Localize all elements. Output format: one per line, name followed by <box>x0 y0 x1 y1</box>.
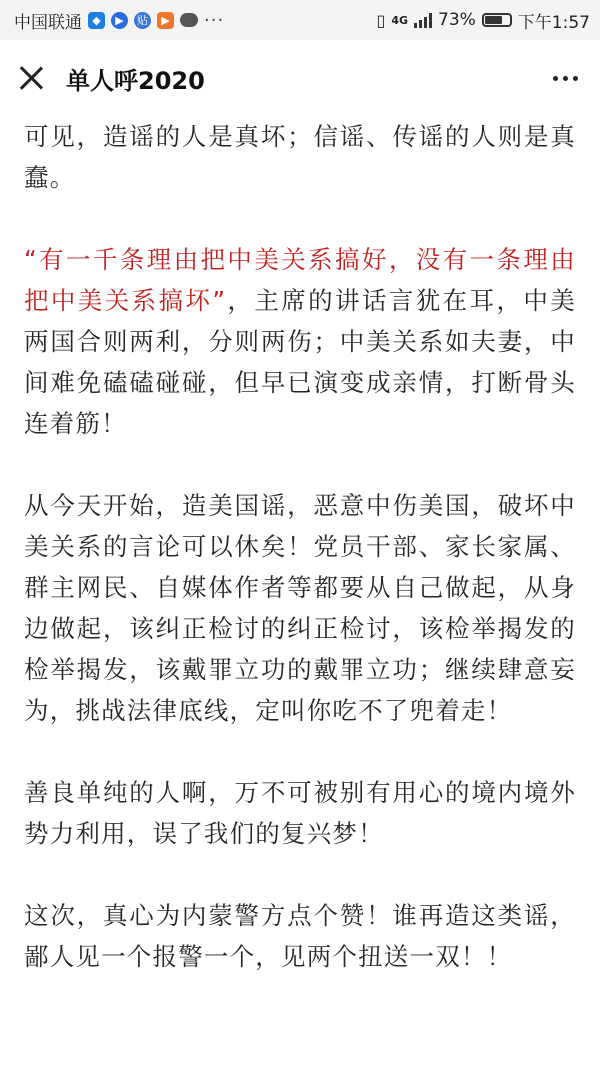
battery-fill <box>485 16 503 24</box>
message-icon <box>180 13 198 27</box>
battery-icon <box>482 13 512 27</box>
paragraph-2 <box>24 239 576 444</box>
network-label: 4G <box>391 13 409 27</box>
battery-percent: 73% <box>438 10 476 30</box>
status-bar <box>0 0 600 40</box>
vibrate-icon: ▯ <box>376 10 386 30</box>
nav-bar <box>0 40 600 116</box>
nav-left <box>18 61 205 96</box>
carrier-label: 中国联通 <box>14 12 82 33</box>
quote-highlight: “有一千条理由把中美关系搞好，没有一条理由把中美关系搞坏” <box>24 245 576 315</box>
play-icon: ▶ <box>111 12 128 29</box>
status-left <box>14 8 224 33</box>
paragraph-2-text: ，主席的讲话言犹在耳，中美两国合则两利，分则两伤；中美关系如夫妻，中间难免磕磕碰碰，但早已演变成亲情，打断骨头连着筋！ <box>24 286 576 438</box>
more-options-icon[interactable] <box>553 76 578 81</box>
shield-icon: ◆ <box>88 12 105 29</box>
signal-icon <box>414 12 432 28</box>
article-body <box>0 116 600 977</box>
paragraph-4: 善良单纯的人啊，万不可被别有用心的境内境外势力利用，误了我们的复兴梦！ <box>24 778 576 848</box>
paragraph-3: 从今天开始，造美国谣，恶意中伤美国，破坏中美关系的言论可以休矣！党员干部、家长家属、群主网民、自媒体作者等都要从自己做起，从身边做起，该纠正检讨的纠正检讨，该检举揭发的检举揭发，该戴罪立功的戴罪立功；继续肆意妄为，挑战法律底线，定叫你吃不了兜着走！ <box>24 491 576 725</box>
more-notifications-icon: ··· <box>204 9 225 31</box>
page-title: 单人呼2020 <box>66 66 205 95</box>
close-icon[interactable] <box>18 65 44 91</box>
clock: 下午1:57 <box>517 12 590 33</box>
tie-icon: 贴 <box>134 12 151 29</box>
paragraph-1: 可见，造谣的人是真坏；信谣、传谣的人则是真蠢。 <box>24 122 576 192</box>
paragraph-5: 这次，真心为内蒙警方点个赞！谁再造这类谣，鄙人见一个报警一个，见两个扭送一双！！ <box>24 901 576 971</box>
video-icon: ▶ <box>157 12 174 29</box>
status-right <box>377 8 590 33</box>
